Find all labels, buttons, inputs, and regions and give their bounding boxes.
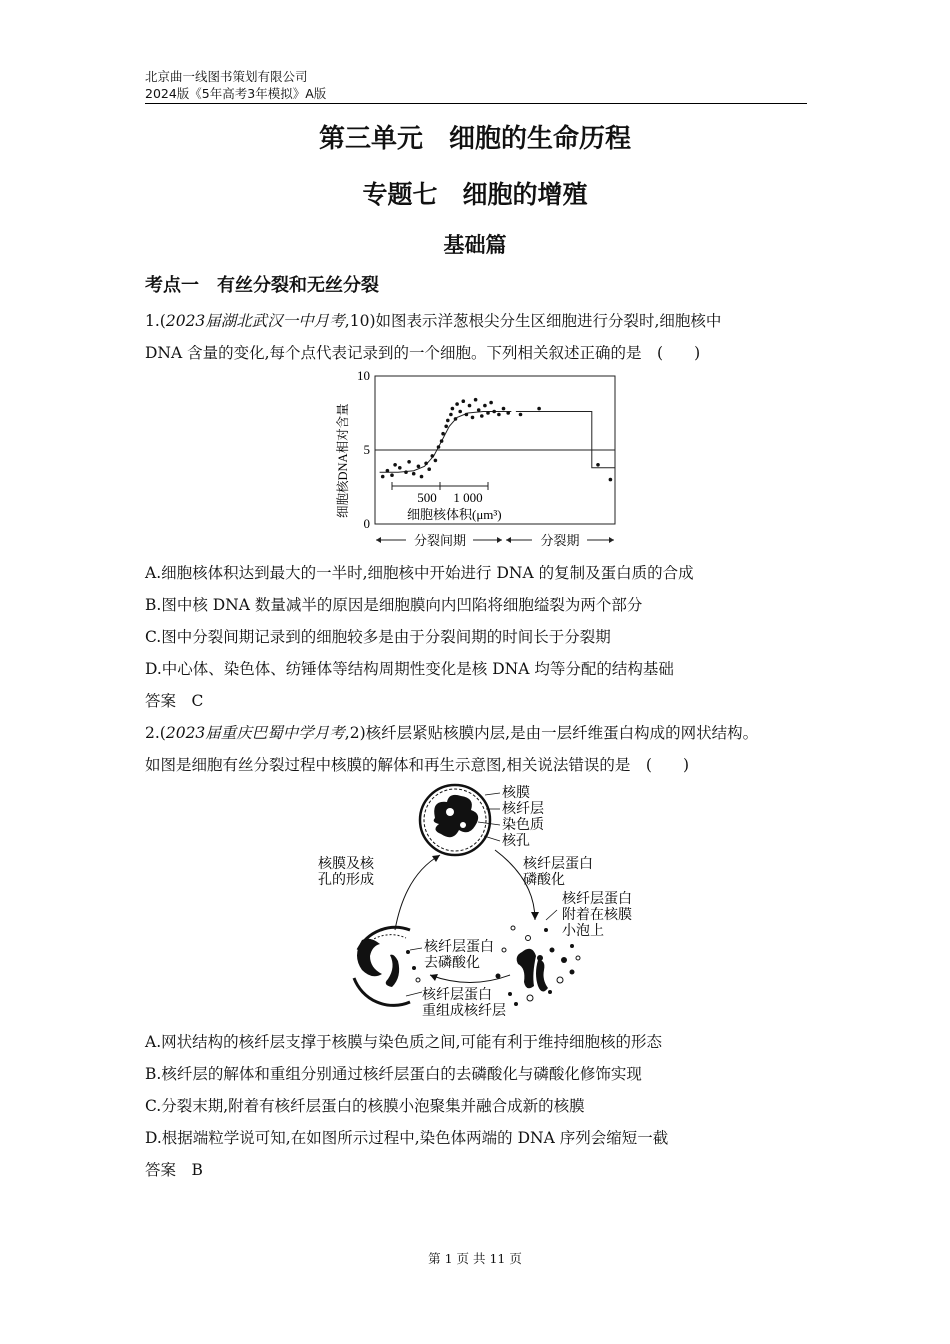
- trend-curve: [380, 412, 512, 473]
- label-vesicle-3: 小泡上: [562, 924, 604, 939]
- q1-option-b: B.图中核 DNA 数量减半的原因是细胞膜向内凹陷将细胞缢裂为两个部分: [145, 596, 643, 614]
- q2-option-a: A.网状结构的核纤层支撑于核膜与染色质之间,可能有利于维持细胞核的形态: [145, 1033, 663, 1051]
- scatter-point-21: [454, 417, 458, 421]
- scatter-point-26: [468, 404, 472, 408]
- q2-option-d: D.根据端粒学说可知,在如图所示过程中,染色体两端的 DNA 序列会缩短一截: [145, 1129, 669, 1147]
- label-nuclear-membrane: 核膜: [502, 786, 530, 801]
- scatter-point-7: [412, 472, 416, 476]
- intact-nucleus: [420, 785, 490, 855]
- scatter-point-2: [390, 473, 394, 477]
- scatter-point-1: [386, 469, 390, 473]
- header-publisher: 北京曲一线图书策划有限公司: [145, 69, 308, 84]
- scatter-point-20: [451, 407, 455, 411]
- q1-number: 1.(: [145, 312, 166, 330]
- scatter-point-25: [465, 413, 469, 417]
- header-edition: 2024版《5年高考3年模拟》A版: [145, 86, 327, 101]
- q1-stem-line1: [145, 309, 721, 331]
- scatter-point-29: [477, 408, 481, 412]
- scatter-point-31: [483, 404, 487, 408]
- q2-number: 2.(: [145, 724, 166, 742]
- phase-division-label: 分裂期: [540, 533, 580, 548]
- y-axis-label: 细胞核DNA相对含量: [336, 403, 350, 518]
- q1-option-a: A.细胞核体积达到最大的一半时,细胞核中开始进行 DNA 的复制及蛋白质的合成: [145, 564, 694, 582]
- scatter-point-39: [537, 407, 541, 411]
- q2-source-tail: ,2): [344, 724, 366, 742]
- scatter-point-13: [434, 459, 438, 463]
- label-membrane-formation-2: 孔的形成: [318, 873, 374, 888]
- label-nuclear-pore: 核孔: [502, 834, 530, 849]
- scatter-point-5: [404, 470, 408, 474]
- arrow-reform-path: [395, 855, 440, 930]
- label-membrane-formation-1: 核膜及核: [318, 857, 374, 872]
- label-dephos-1: 核纤层蛋白: [424, 940, 494, 955]
- q1-source: 2023届湖北武汉一中月考: [165, 312, 345, 330]
- x-axis-label: 细胞核体积(μm³): [407, 507, 502, 522]
- label-vesicle-2: 附着在核膜: [562, 908, 632, 923]
- scatter-point-6: [407, 460, 411, 464]
- scatter-point-23: [458, 410, 462, 414]
- scatter-point-0: [381, 475, 385, 479]
- q1-stem-line2: DNA 含量的变化,每个点代表记录到的一个细胞。下列相关叙述正确的是 ( ): [145, 344, 701, 362]
- unit-title: 第三单元 细胞的生命历程: [318, 124, 631, 154]
- q2-option-c: C.分裂末期,附着有核纤层蛋白的核膜小泡聚集并融合成新的核膜: [145, 1097, 585, 1115]
- scatter-point-27: [471, 416, 475, 420]
- arrow-reform-head: [432, 855, 440, 862]
- label-phosphorylation-1: 核纤层蛋白: [523, 857, 593, 872]
- q1-answer: 答案 C: [145, 692, 204, 710]
- x-scale-bar: [392, 482, 488, 490]
- topic-title: 专题七 细胞的增殖: [362, 180, 588, 209]
- scatter-point-28: [474, 398, 478, 402]
- scatter-point-37: [506, 411, 510, 415]
- q2-option-b: B.核纤层的解体和重组分别通过核纤层蛋白的去磷酸化与磷酸化修饰实现: [145, 1065, 642, 1083]
- scatter-point-30: [480, 414, 484, 418]
- ytick-10: 10: [357, 368, 370, 383]
- label-nuclear-lamina: 核纤层: [502, 802, 544, 817]
- scatter-point-35: [497, 413, 501, 417]
- scatter-point-16: [441, 432, 445, 436]
- part-title: 基础篇: [443, 233, 507, 257]
- xtick-500: 500: [417, 490, 437, 505]
- scatter-point-36: [502, 407, 506, 411]
- scatter-point-17: [444, 425, 448, 429]
- q2-stem-line2: 如图是细胞有丝分裂过程中核膜的解体和再生示意图,相关说法错误的是 ( ): [145, 756, 690, 774]
- q1-chart: [330, 368, 625, 553]
- q1-source-tail: ,10): [344, 312, 376, 330]
- q2-stem-text: 核纤层紧贴核膜内层,是由一层纤维蛋白构成的网状结构。: [365, 724, 759, 742]
- q1-option-d: D.中心体、染色体、纺锤体等结构周期性变化是核 DNA 均等分配的结构基础: [145, 660, 674, 678]
- division-step-line: [516, 412, 615, 468]
- scatter-point-3: [393, 463, 397, 467]
- label-dephos-2: 去磷酸化: [424, 956, 480, 971]
- q1-stem-text: 如图表示洋葱根尖分生区细胞进行分裂时,细胞核中: [375, 312, 722, 330]
- scatter-point-32: [486, 411, 490, 415]
- scatter-point-18: [446, 419, 450, 423]
- label-chromatin: 染色质: [502, 818, 544, 833]
- scatter-point-22: [455, 402, 459, 406]
- scatter-point-12: [431, 454, 435, 458]
- xtick-1000: 1 000: [453, 490, 483, 505]
- scatter-points: [381, 398, 612, 482]
- scatter-point-33: [489, 401, 493, 405]
- q2-stem-line1: [145, 721, 758, 743]
- reforming-nucleus: [354, 927, 420, 1005]
- label-vesicle-1: 核纤层蛋白: [562, 892, 632, 907]
- label-phosphorylation-2: 磷酸化: [523, 873, 565, 888]
- label-reform-2: 重组成核纤层: [422, 1004, 506, 1019]
- header-divider: [145, 103, 807, 104]
- page-footer: 第 1 页 共 11 页: [428, 1251, 522, 1266]
- label-reform-1: 核纤层蛋白: [422, 988, 492, 1003]
- scatter-point-14: [437, 445, 441, 449]
- q2-diagram: [310, 780, 660, 1025]
- ytick-0: 0: [363, 516, 370, 531]
- section-heading: 考点一 有丝分裂和无丝分裂: [145, 275, 379, 296]
- arrow-breakdown-head: [531, 912, 539, 920]
- q2-answer: 答案 B: [145, 1161, 203, 1179]
- scatter-point-8: [417, 465, 421, 469]
- q1-option-c: C.图中分裂间期记录到的细胞较多是由于分裂间期的时间长于分裂期: [145, 628, 611, 646]
- scatter-point-38: [519, 413, 523, 417]
- phase-interphase-label: 分裂间期: [413, 533, 467, 548]
- scatter-point-15: [440, 439, 444, 443]
- scatter-point-24: [462, 399, 466, 403]
- scatter-point-34: [492, 410, 496, 414]
- scatter-point-19: [449, 413, 453, 417]
- scatter-point-9: [420, 475, 424, 479]
- scatter-point-41: [609, 478, 613, 482]
- scatter-point-11: [427, 467, 431, 471]
- q2-source: 2023届重庆巴蜀中学月考: [165, 724, 345, 742]
- ytick-5: 5: [363, 442, 370, 457]
- scatter-point-10: [424, 462, 428, 466]
- scatter-point-4: [398, 466, 402, 470]
- scatter-point-40: [596, 463, 600, 467]
